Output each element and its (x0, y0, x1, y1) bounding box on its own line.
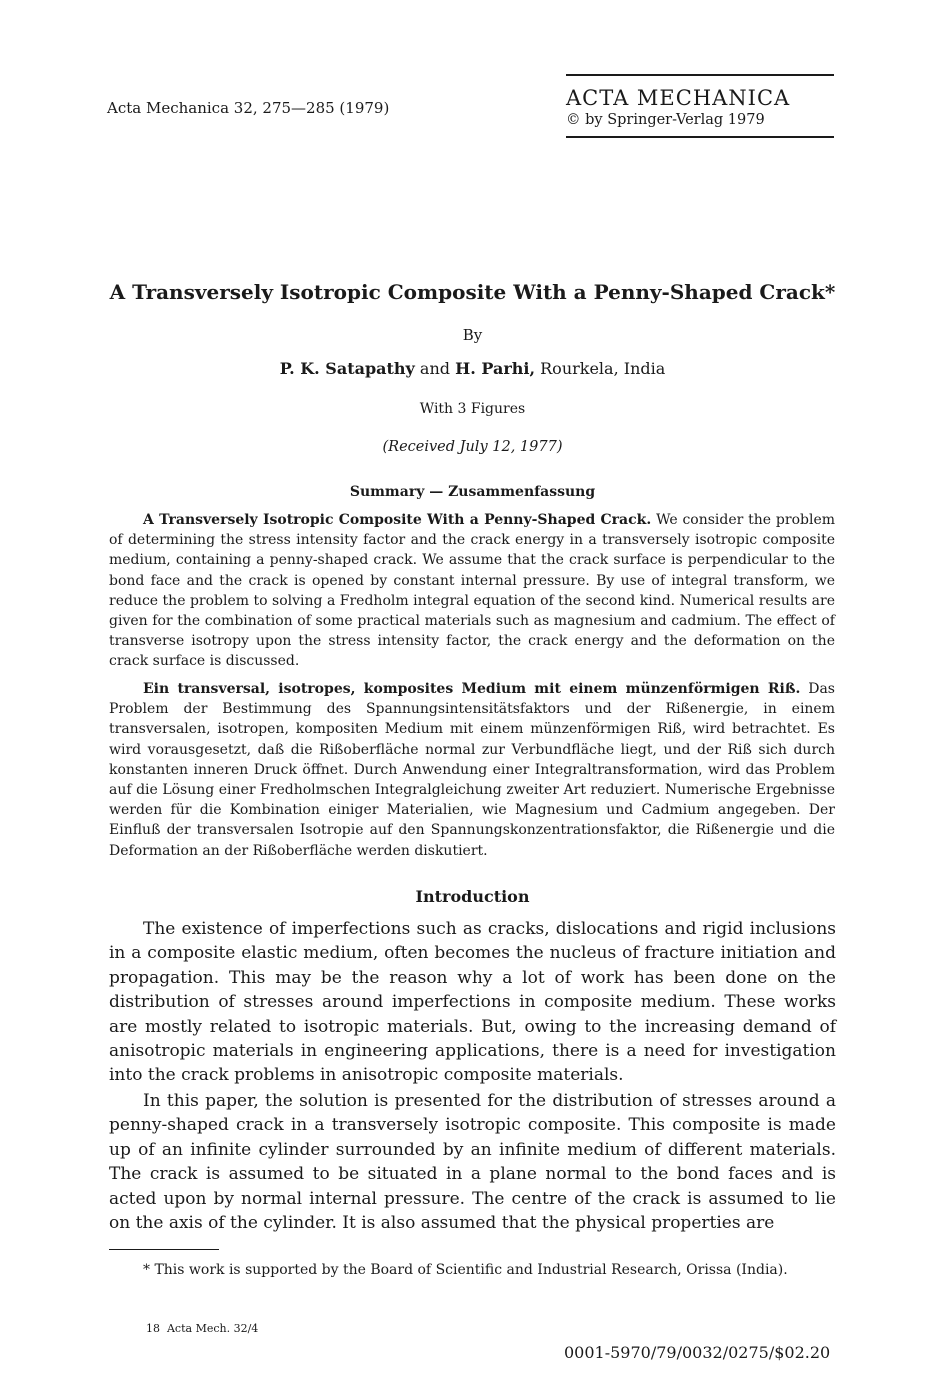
issn-code: 0001-5970/79/0032/0275/$02.20 (564, 1343, 831, 1362)
footnote-rule (109, 1249, 219, 1250)
abstract-german-text: Das Problem der Bestimmung des Spannungsintensitätsfaktors und der Rißenergie, in einem transversalen, isotropen, kompositen Medium mit einem münzenförmigen Riß, wird betrachtet. Es wird vorausgesetzt, daß die Rißoberfläche normal zur Verbundfläche liegt, und der Riß sich durch konstanten inneren Druck öffnet. Durch Anwendung einer Integraltransformation, wird das Problem auf die Lösung einer Fredholmschen Integralgleichung zweiter Art reduziert. Numerische Ergebnisse werden für die Kombination einiger Materialien, wie Magnesium und Cadmium angegeben. Der Einfluß der transversalen Isotropie auf den Spannungskonzentrationsfaktor, die Rißenergie und die Deformation an der Rißoberfläche werden diskutiert. (109, 681, 835, 859)
by-line: By (462, 326, 483, 344)
masthead-bottom-rule (566, 136, 834, 138)
figures-note: With 3 Figures (419, 401, 526, 417)
authors-line (0, 359, 945, 378)
author-conjunction: and (414, 359, 456, 378)
footnote: * This work is supported by the Board of Scientific and Industrial Research, Orissa (India). (143, 1262, 788, 1278)
abstract-english-text: We consider the problem of determining the stress intensity factor and the crack energy in a transversely isotropic composite medium, containing a penny-shaped crack. We assume that the crack surface is perpendicular to the bond face and the crack is opened by constant internal pressure. By use of integral transform, we reduce the problem to solving a Fredholm integral equation of the second kind. Numerical results are given for the combination of some practical materials such as magnesium and cadmium. The effect of transverse isotropy upon the stress intensity factor, the crack energy and the deformation on the crack surface is discussed. (109, 512, 836, 670)
summary-heading: Summary — Zusammenfassung (349, 484, 596, 500)
intro-paragraph-1: The existence of imperfections such as cracks, dislocations and rigid inclusions in a composite elastic medium, often becomes the nucleus of fracture initiation and propagation. This may be the reason why a lot of work has been done on the distribution of stresses around imperfections in composite medium. These works are mostly related to isotropic materials. But, owing to the increasing demand of anisotropic materials in engineering applications, there is a need for investigation into the crack problems in anisotropic composite materials. (109, 919, 836, 1086)
author-2: H. Parhi, (455, 359, 536, 378)
journal-name: ACTA MECHANICA (566, 86, 791, 110)
journal-reference: Acta Mechanica 32, 275—285 (1979) (107, 99, 390, 117)
received-date: (Received July 12, 1977) (382, 439, 563, 455)
abstract-german-lead: Ein transversal, isotropes, komposites Medium mit einem münzenförmigen Riß. (143, 681, 801, 697)
abstract-english (109, 510, 835, 672)
abstract-english-lead: A Transversely Isotropic Composite With a Penny-Shaped Crack. (143, 512, 652, 528)
introduction-heading: Introduction (415, 887, 530, 906)
publisher-copyright: © by Springer-Verlag 1979 (566, 112, 765, 128)
affiliation: Rourkela, India (535, 359, 666, 378)
paper-title: A Transversely Isotropic Composite With a Penny-Shaped Crack* (109, 280, 836, 304)
masthead-top-rule (566, 74, 834, 76)
intro-paragraph-2: In this paper, the solution is presented for the distribution of stresses around a penny-shaped crack in a transversely isotropic composite. This composite is made up of an infinite cylinder surrounded by an infinite medium of different materials. The crack is assumed to be situated in a plane normal to the bond faces and is acted upon by normal internal pressure. The centre of the crack is assumed to lie on the axis of the cylinder. It is also assumed that the physical properties are (109, 1091, 836, 1234)
abstract-german (109, 679, 835, 861)
page-signature: 18 Acta Mech. 32/4 (146, 1322, 259, 1335)
author-1: P. K. Satapathy (279, 359, 415, 378)
journal-masthead (566, 74, 834, 138)
